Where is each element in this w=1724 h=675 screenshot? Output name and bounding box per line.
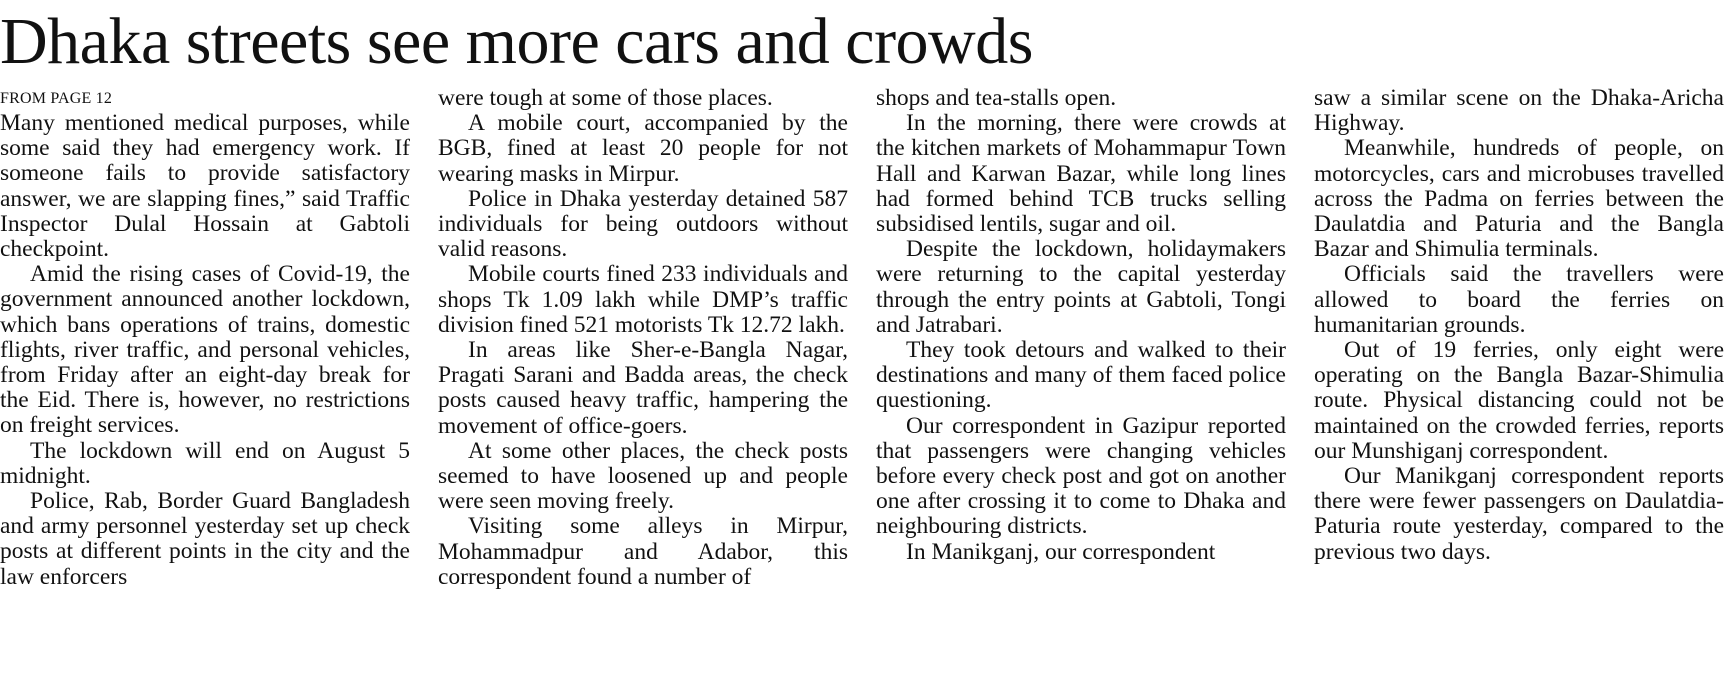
- paragraph: Officials said the travellers were allowed to board the ferries on humanitarian grounds.: [1314, 261, 1724, 338]
- paragraph: Meanwhile, hundreds of people, on motorcycles, cars and microbuses travelled across the Padma on ferries between the Daulatdia and Paturia and the Bangla Bazar and Shimulia terminals.: [1314, 135, 1724, 263]
- paragraph: Police in Dhaka yesterday detained 587 individuals for being outdoors without valid reasons.: [438, 185, 848, 263]
- article-headline: Dhaka streets see more cars and crowds: [0, 5, 1033, 78]
- paragraph: In the morning, there were crowds at the kitchen markets of Mohammapur Town Hall and Karwan Bazar, while long lines had formed behind TCB trucks selling subsidised lentils, sugar and oil.: [876, 110, 1286, 238]
- paragraph: At some other places, the check posts seemed to have loosened up and people were seen moving freely.: [438, 437, 848, 515]
- paragraph: saw a similar scene on the Dhaka-Aricha Highway.: [1314, 85, 1724, 137]
- paragraph: In Manikganj, our correspondent: [906, 538, 1216, 565]
- article-column-2: [438, 86, 848, 590]
- paragraph: The lockdown will end on August 5 midnight.: [0, 437, 410, 489]
- paragraph: Our Manikganj correspondent reports there were fewer passengers on Daulatdia-Paturia route yesterday, compared to the previous two days.: [1314, 463, 1724, 565]
- paragraph: In areas like Sher-e-Bangla Nagar, Pragati Sarani and Badda areas, the check posts caused heavy traffic, hampering the movement of office-goers.: [438, 337, 848, 439]
- paragraph: Mobile courts fined 233 individuals and shops Tk 1.09 lakh while DMP’s traffic division fined 521 motorists Tk 12.72 lakh.: [438, 261, 848, 338]
- paragraph: Police, Rab, Border Guard Bangladesh and army personnel yesterday set up check posts at different points in the city and the law enforcers: [0, 488, 410, 590]
- paragraph: Many mentioned medical purposes, while some said they had emergency work. If someone fails to provide satisfactory answer, we are slapping fines,” said Traffic Inspector Dulal Hossain at Gabtoli checkpoint.: [0, 110, 410, 263]
- paragraph: Despite the lockdown, holidaymakers were returning to the capital yesterday through the entry points at Gabtoli, Tongi and Jatrabari.: [876, 236, 1286, 338]
- article-column-1: [0, 86, 410, 590]
- article-column-4: [1314, 86, 1724, 565]
- paragraph: Our correspondent in Gazipur reported that passengers were changing vehicles before every check post and got on another one after crossing it to come to Dhaka and neighbouring districts.: [876, 412, 1286, 540]
- paragraph: shops and tea-stalls open.: [876, 85, 1117, 111]
- paragraph: Out of 19 ferries, only eight were operating on the Bangla Bazar-Shimulia route. Physical distancing could not be maintained on the crowded ferries, reports our Munshiganj correspondent.: [1314, 337, 1724, 464]
- paragraph: They took detours and walked to their destinations and many of them faced police questioning.: [876, 337, 1286, 414]
- dateline: FROM PAGE 12: [0, 90, 113, 107]
- paragraph: Amid the rising cases of Covid-19, the government announced another lockdown, which bans operations of trains, domestic flights, river traffic, and personal vehicles, from Friday after an eight-day break for the Eid. There is, however, no restrictions on freight services.: [0, 261, 410, 439]
- paragraph: A mobile court, accompanied by the BGB, fined at least 20 people for not wearing masks in Mirpur.: [438, 110, 848, 187]
- paragraph: Visiting some alleys in Mirpur, Mohammadpur and Adabor, this correspondent found a number of: [438, 513, 848, 590]
- paragraph: were tough at some of those places.: [438, 85, 773, 111]
- article-column-3: [876, 86, 1286, 565]
